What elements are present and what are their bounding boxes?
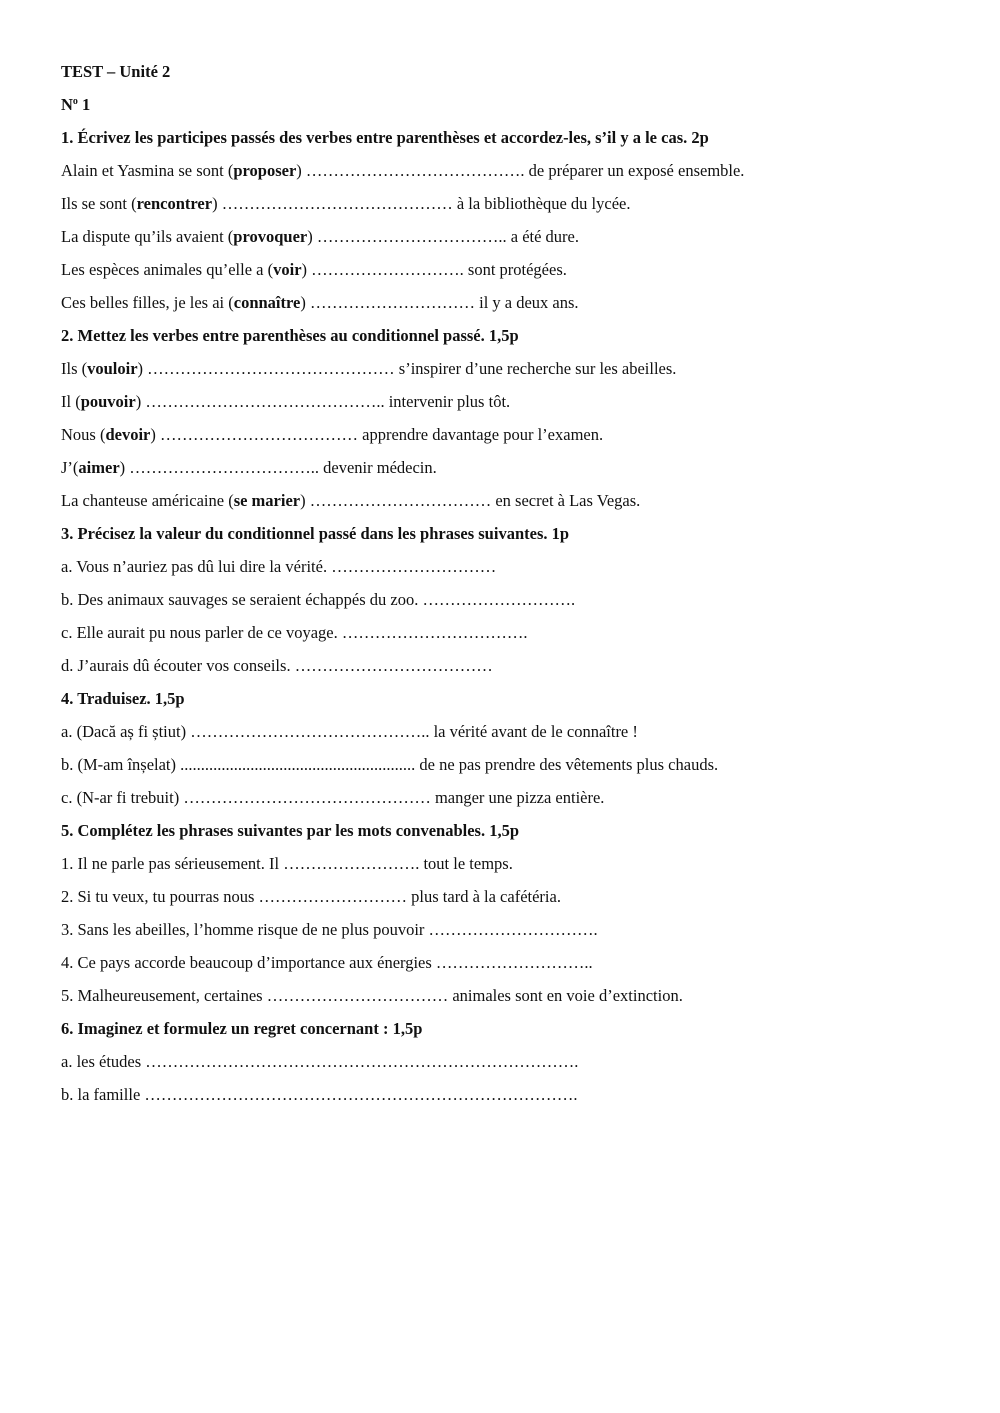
exercise-4-heading: 4. Traduisez. 1,5p bbox=[61, 689, 185, 708]
item-text-before: Il ( bbox=[61, 392, 81, 411]
exercise-1-item bbox=[61, 157, 961, 190]
item-verb: aimer bbox=[78, 458, 120, 477]
exercise-1-heading: 1. Écrivez les participes passés des verbes entre parenthèses et accordez-les, s’il y a le cas. 2p bbox=[61, 128, 709, 147]
item-verb: provoquer bbox=[233, 227, 308, 246]
item-text-after: ) ………………………. sont protégées. bbox=[301, 260, 567, 279]
item-text-before: Ils se sont ( bbox=[61, 194, 137, 213]
exercise-3-heading: 3. Précisez la valeur du conditionnel passé dans les phrases suivantes. 1p bbox=[61, 524, 570, 543]
item-text-after: ) …………………………………… à la bibliothèque du lycée. bbox=[212, 194, 631, 213]
item-verb: voir bbox=[273, 260, 302, 279]
item-text-before: Ces belles filles, je les ai ( bbox=[61, 293, 234, 312]
exercise-4-item: c. (N-ar fi trebuit) ……………………………………… manger une pizza entière. bbox=[61, 788, 605, 807]
test-number bbox=[61, 91, 961, 124]
exercise-5-heading: 5. Complétez les phrases suivantes par les mots convenables. 1,5p bbox=[61, 821, 520, 840]
exercise-2-item bbox=[61, 421, 961, 454]
exercise-4-item: a. (Dacă aș fi știut) …………………………………….. la vérité avant de le connaître ! bbox=[61, 722, 638, 741]
worksheet-page bbox=[61, 58, 961, 1114]
item-text-after: ) ………………………… il y a deux ans. bbox=[300, 293, 579, 312]
exercise-3-item: d. J’aurais dû écouter vos conseils. ……………………………… bbox=[61, 656, 493, 675]
exercise-2-item bbox=[61, 355, 961, 388]
test-title: TEST – Unité 2 bbox=[61, 62, 171, 81]
item-text-before: Alain et Yasmina se sont ( bbox=[61, 161, 234, 180]
item-verb: proposer bbox=[233, 161, 297, 180]
exercise-2-item bbox=[61, 388, 961, 421]
exercise-5-item: 1. Il ne parle pas sérieusement. Il ……………………. tout le temps. bbox=[61, 854, 513, 873]
exercise-1-item bbox=[61, 256, 961, 289]
number-label: N bbox=[61, 95, 73, 114]
item-verb: devoir bbox=[105, 425, 151, 444]
exercise-1-item bbox=[61, 223, 961, 256]
number-value: 1 bbox=[77, 95, 91, 114]
item-text-after: ) …………………………….. devenir médecin. bbox=[119, 458, 437, 477]
exercise-5-item: 4. Ce pays accorde beaucoup d’importance aux énergies ……………………….. bbox=[61, 953, 593, 972]
exercise-6-item: b. la famille ……………………………………………………………………. bbox=[61, 1085, 578, 1104]
exercise-3-item: b. Des animaux sauvages se seraient échappés du zoo. ………………………. bbox=[61, 590, 576, 609]
item-text-before: La dispute qu’ils avaient ( bbox=[61, 227, 234, 246]
item-verb: se marier bbox=[233, 491, 301, 510]
item-text-after: ) …………………………………. de préparer un exposé ensemble. bbox=[296, 161, 745, 180]
item-verb: vouloir bbox=[87, 359, 138, 378]
exercise-2-item bbox=[61, 487, 961, 520]
item-text-before: Ils ( bbox=[61, 359, 88, 378]
number-superscript: o bbox=[72, 96, 78, 107]
exercise-2-item bbox=[61, 454, 961, 487]
exercise-6-item: a. les études ……………………………………………………………………. bbox=[61, 1052, 579, 1071]
exercise-3-item: a. Vous n’auriez pas dû lui dire la vérité. ………………………… bbox=[61, 557, 497, 576]
exercise-6-heading: 6. Imaginez et formulez un regret concernant : 1,5p bbox=[61, 1019, 423, 1038]
item-text-after: ) ……………………………………… s’inspirer d’une recherche sur les abeilles. bbox=[137, 359, 677, 378]
item-text-before: La chanteuse américaine ( bbox=[61, 491, 234, 510]
item-text-after: ) …………………………….. a été dure. bbox=[307, 227, 579, 246]
item-text-after: ) ……………………………… apprendre davantage pour l’examen. bbox=[150, 425, 604, 444]
exercise-5-item: 3. Sans les abeilles, l’homme risque de ne plus pouvoir …………………………. bbox=[61, 920, 598, 939]
item-verb: rencontrer bbox=[136, 194, 213, 213]
item-text-before: Nous ( bbox=[61, 425, 106, 444]
item-text-before: J’( bbox=[61, 458, 79, 477]
exercise-5-item: 5. Malheureusement, certaines …………………………… animales sont en voie d’extinction. bbox=[61, 986, 683, 1005]
item-verb: pouvoir bbox=[80, 392, 136, 411]
exercise-5-item: 2. Si tu veux, tu pourras nous ……………………… plus tard à la cafétéria. bbox=[61, 887, 561, 906]
exercise-2-heading: 2. Mettez les verbes entre parenthèses au conditionnel passé. 1,5p bbox=[61, 326, 519, 345]
exercise-1-item bbox=[61, 190, 961, 223]
item-text-before: Les espèces animales qu’elle a ( bbox=[61, 260, 274, 279]
item-text-after: ) …………………………… en secret à Las Vegas. bbox=[300, 491, 641, 510]
item-verb: connaître bbox=[233, 293, 301, 312]
item-text-after: ) …………………………………….. intervenir plus tôt. bbox=[135, 392, 511, 411]
exercise-3-item: c. Elle aurait pu nous parler de ce voyage. ……………………………. bbox=[61, 623, 528, 642]
exercise-1-item bbox=[61, 289, 961, 322]
exercise-4-item: b. (M-am înșelat) ......................................................... de ne pas prendre des vêtements plus chauds. bbox=[61, 755, 719, 774]
